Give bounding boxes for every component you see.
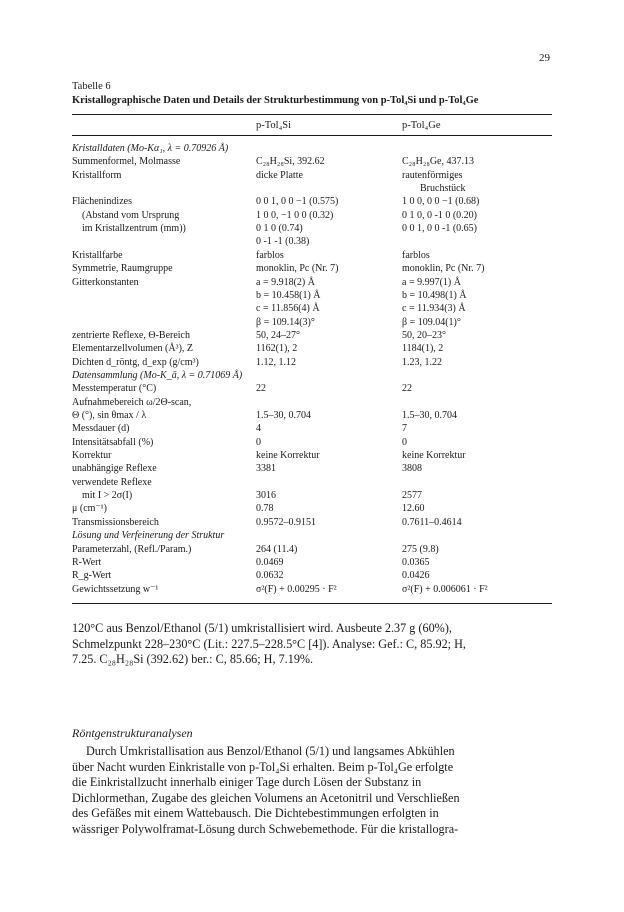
table-row	[72, 222, 552, 235]
row-label: Parameterzahl, (Refl./Param.)	[72, 543, 192, 555]
paragraph-2-line: wässriger Polywolframat-Lösung durch Schwebemethode. Für die kristallogra-	[72, 821, 459, 836]
row-label: Gitterkonstanten	[72, 276, 139, 288]
cell-si: 0 0 1, 0 0 −1 (0.575)	[256, 196, 339, 208]
table-row	[72, 342, 552, 355]
cell-si: 1.5–30, 0.704	[256, 410, 311, 421]
cell-ge: 0.0365	[402, 556, 430, 568]
paragraph-2-line: die Einkristallzucht innerhalb einiger Tage durch Lösen der Substanz in	[72, 775, 422, 789]
cell-ge: 1.5–30, 0.704	[402, 410, 457, 421]
cell-ge: a = 9.997(1) Å	[402, 276, 461, 288]
table-row	[72, 556, 552, 569]
cell-si: 22	[256, 383, 266, 395]
table-title: Kristallographische Daten und Details der Strukturbestimmung von p-Tol₄Si und p-Tol₄Ge	[72, 95, 479, 106]
row-label: Dichten d_röntg, d_exp (g/cm³)	[72, 356, 199, 368]
row-label: μ (cm⁻¹)	[72, 503, 108, 515]
cell-si: 0 -1 -1 (0.38)	[256, 236, 310, 248]
table-row	[72, 543, 552, 556]
cell-ge: 50, 20–23°	[402, 329, 446, 341]
table-row	[72, 529, 552, 542]
table-row	[72, 382, 552, 395]
cell-ge: 275 (9.8)	[402, 543, 439, 555]
cell-ge: 7	[402, 423, 407, 435]
cell-ge: monoklin, Pc (Nr. 7)	[402, 263, 485, 275]
row-label: Lösung und Verfeinerung der Struktur	[72, 530, 225, 542]
row-label: Summenformel, Molmasse	[72, 156, 181, 168]
cell-ge: 1 0 0, 0 0 −1 (0.68)	[402, 196, 480, 208]
paragraph-2-line: über Nacht wurden Einkristalle von p-Tol₄Si erhalten. Beim p-Tol₄Ge erfolgte	[72, 759, 454, 774]
table-row	[72, 195, 552, 208]
table-row	[72, 182, 552, 195]
cell-ge: farblos	[402, 249, 430, 261]
cell-si: 0 1 0 (0.74)	[256, 223, 303, 235]
cell-ge: σ²(F) + 0.006061 · F²	[402, 583, 488, 595]
table-row	[72, 489, 552, 502]
table-row	[72, 409, 552, 422]
table-caption	[72, 80, 478, 108]
cell-si: 1.12, 1.12	[256, 356, 296, 368]
cell-ge: 12.60	[402, 503, 425, 515]
cell-ge: keine Korrektur	[402, 450, 466, 462]
cell-si: a = 9.918(2) Å	[256, 276, 315, 288]
cell-si: C₂₈H₂₈Si, 392.62	[256, 156, 325, 168]
row-label: Elementarzellvolumen (Å³), Z	[72, 343, 194, 355]
cell-si: b = 10.458(1) Å	[256, 289, 321, 301]
table-row	[72, 276, 552, 289]
table-row	[72, 583, 552, 596]
cell-ge: 22	[402, 383, 412, 395]
cell-ge: rautenförmiges	[402, 169, 463, 181]
cell-si: 50, 24–27°	[256, 329, 300, 341]
row-label: Kristalldaten (Mo-Kα₁, λ = 0.70926 Å)	[72, 143, 229, 154]
cell-ge: 1184(1), 2	[402, 343, 444, 355]
row-label: verwendete Reflexe	[72, 476, 152, 488]
row-label: Datensammlung (Mo-K_ā, λ = 0.71069 Å)	[72, 369, 243, 381]
cell-ge: c = 11.934(3) Å	[402, 303, 466, 315]
paragraph-2-line: des Gefäßes mit einem Wattebausch. Die Dichtebestimmungen erfolgten in	[72, 806, 439, 820]
table-row	[72, 476, 552, 489]
table-row	[72, 462, 552, 475]
paragraph-2-line: Durch Umkristallisation aus Benzol/Ethanol (5/1) und langsames Abkühlen	[86, 744, 455, 758]
row-label: zentrierte Reflexe, Θ-Bereich	[72, 329, 190, 341]
table-row	[72, 169, 552, 182]
row-label: Messdauer (d)	[72, 423, 130, 435]
cell-ge: 3808	[402, 463, 422, 475]
paragraph-2	[72, 744, 552, 837]
row-label: Messtemperatur (°C)	[72, 383, 157, 395]
table-row	[72, 316, 552, 329]
cell-ge: 0 0 1, 0 0 -1 (0.65)	[402, 223, 477, 235]
cell-ge: 0 1 0, 0 -1 0 (0.20)	[402, 209, 477, 221]
cell-ge: β = 109.04(1)°	[402, 316, 461, 328]
row-label: Θ (°), sin θmax / λ	[72, 410, 147, 421]
table-row	[72, 235, 552, 248]
row-label: Symmetrie, Raumgruppe	[72, 263, 173, 275]
table-row	[72, 396, 552, 409]
row-label: Intensitätsabfall (%)	[72, 436, 154, 448]
cell-si: 0.9572–0.9151	[256, 516, 316, 528]
table-row	[72, 289, 552, 302]
row-label: unabhängige Reflexe	[72, 463, 157, 475]
column-header-ge: p-Tol₄Ge	[402, 120, 441, 131]
row-label: Flächenindizes	[72, 196, 132, 208]
paragraph-1	[72, 621, 552, 668]
cell-si: 0.78	[256, 503, 274, 515]
cell-ge: 1.23, 1.22	[402, 356, 442, 368]
table-row	[72, 209, 552, 222]
column-header-si: p-Tol₄Si	[256, 120, 292, 131]
table-label: Tabelle 6	[72, 81, 111, 92]
table-row	[72, 569, 552, 582]
table-row	[72, 516, 552, 529]
row-label: Kristallform	[72, 169, 122, 181]
cell-si: keine Korrektur	[256, 450, 320, 462]
row-label: Korrektur	[72, 450, 112, 462]
row-label: (Abstand vom Ursprung	[82, 209, 180, 221]
cell-si: β = 109.14(3)°	[256, 316, 315, 328]
cell-ge: C₂₈H₂₈Ge, 437.13	[402, 156, 474, 168]
paragraph-1-line: Schmelzpunkt 228–230°C (Lit.: 227.5–228.5°C [4]). Analyse: Gef.: C, 85.92; H,	[72, 636, 466, 651]
cell-si: dicke Platte	[256, 169, 303, 181]
cell-ge: 0.7611–0.4614	[402, 516, 462, 528]
paragraph-2-line: Dichlormethan, Zugabe des gleichen Volumens an Acetonitril und Verschließen	[72, 790, 460, 805]
cell-ge: b = 10.498(1) Å	[402, 289, 467, 301]
cell-si: 0.0469	[256, 556, 284, 568]
table-top-rule	[72, 114, 552, 115]
section-heading: Röntgenstrukturanalysen	[72, 726, 193, 740]
cell-si: 3381	[256, 463, 276, 475]
cell-ge: 2577	[402, 490, 422, 502]
cell-si: 0	[256, 436, 261, 448]
table-row	[72, 449, 552, 462]
cell-si: c = 11.856(4) Å	[256, 303, 320, 315]
table-header-rule	[72, 135, 552, 136]
table-row	[72, 436, 552, 449]
cell-ge: 0.0426	[402, 570, 430, 582]
table-row	[72, 142, 552, 155]
table-row	[72, 155, 552, 168]
row-label: im Kristallzentrum (mm))	[82, 223, 186, 235]
cell-si: 0.0632	[256, 570, 284, 582]
table-row	[72, 262, 552, 275]
cell-si: farblos	[256, 249, 284, 261]
page-number: 29	[539, 52, 550, 64]
table-row	[72, 302, 552, 315]
table-row	[72, 329, 552, 342]
cell-si: 4	[256, 423, 261, 435]
row-label: R_g-Wert	[72, 570, 112, 582]
table-row	[72, 369, 552, 382]
paragraph-1-line: 120°C aus Benzol/Ethanol (5/1) umkristallisiert wird. Ausbeute 2.37 g (60%),	[72, 621, 452, 635]
table-row	[72, 502, 552, 515]
cell-si: 1 0 0, −1 0 0 (0.32)	[256, 209, 334, 221]
cell-ge: 0	[402, 436, 407, 448]
cell-si: 264 (11.4)	[256, 543, 298, 555]
table-row	[72, 422, 552, 435]
row-label: Transmissionsbereich	[72, 516, 159, 528]
cell-si: σ²(F) + 0.00295 · F²	[256, 583, 337, 595]
table-row	[72, 249, 552, 262]
row-label: mit I > 2σ(I)	[82, 490, 133, 502]
row-label: Kristallfarbe	[72, 249, 123, 261]
table-row	[72, 356, 552, 369]
cell-si: 3016	[256, 490, 276, 502]
paragraph-1-line: 7.25. C₂₈H₂₈Si (392.62) ber.: C, 85.66; H, 7.19%.	[72, 652, 314, 666]
cell-ge: Bruchstück	[420, 183, 466, 195]
row-label: Gewichtssetzung w⁻¹	[72, 583, 159, 595]
table-bottom-rule	[72, 603, 552, 604]
cell-si: monoklin, Pc (Nr. 7)	[256, 263, 339, 275]
row-label: Aufnahmebereich ω/2Θ-scan,	[72, 396, 192, 408]
cell-si: 1162(1), 2	[256, 343, 298, 355]
row-label: R-Wert	[72, 556, 102, 568]
